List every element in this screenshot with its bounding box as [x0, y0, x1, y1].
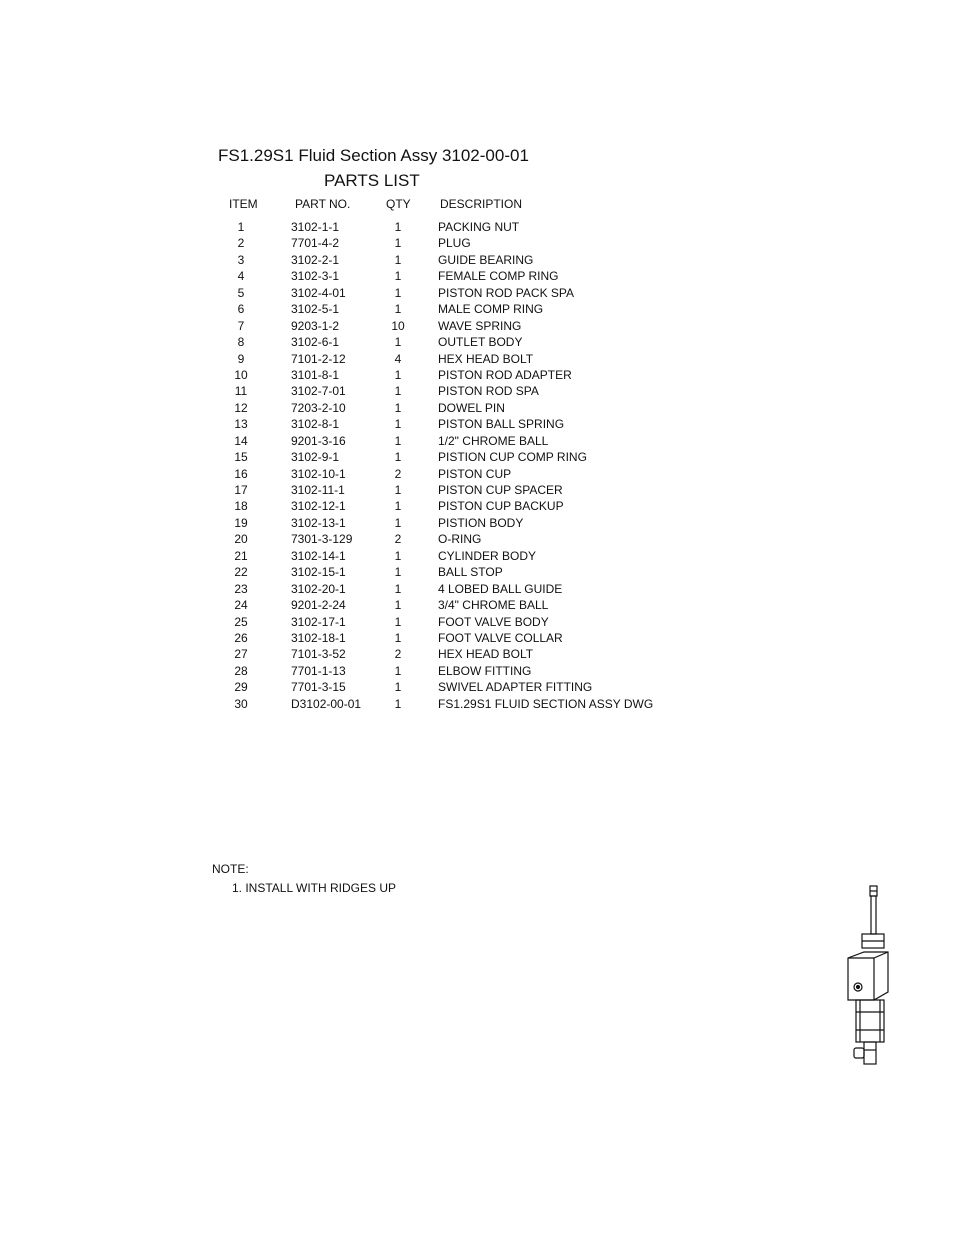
table-row — [0, 515, 720, 531]
qty-cell: 1 — [394, 384, 402, 399]
description-cell: PISTON ROD ADAPTER — [438, 367, 572, 382]
column-header-item: ITEM — [229, 197, 258, 211]
table-row — [0, 466, 720, 482]
item-cell: 7 — [237, 318, 245, 333]
part-no-cell: 3102-4-01 — [291, 285, 346, 300]
part-no-cell: 7701-1-13 — [291, 663, 346, 678]
qty-cell: 1 — [394, 483, 402, 497]
table-row — [0, 400, 720, 416]
qty-cell: 1 — [394, 400, 402, 415]
table-row — [0, 449, 720, 465]
description-cell: DOWEL PIN — [438, 400, 505, 415]
description-cell: O-RING — [438, 532, 482, 547]
table-row — [0, 416, 720, 432]
table-row — [0, 433, 720, 449]
qty-cell: 1 — [394, 220, 402, 234]
column-header-part-no: PART NO. — [295, 197, 351, 211]
description-cell: SWIVEL ADAPTER FITTING — [438, 680, 593, 695]
item-cell: 30 — [234, 696, 248, 711]
qty-cell: 1 — [394, 417, 402, 432]
item-cell: 13 — [234, 417, 248, 432]
qty-cell: 10 — [391, 318, 405, 333]
part-no-cell: 3102-2-1 — [291, 252, 340, 267]
qty-cell: 1 — [394, 269, 402, 284]
item-cell: 16 — [234, 466, 248, 481]
description-cell: PACKING NUT — [438, 220, 520, 234]
part-no-cell: 3102-11-1 — [291, 483, 345, 497]
qty-cell: 4 — [394, 351, 402, 366]
table-row — [0, 531, 720, 547]
table-row — [0, 581, 720, 597]
description-cell: PISTON CUP BACKUP — [438, 499, 564, 514]
part-no-cell: 3102-14-1 — [291, 548, 346, 563]
item-cell: 15 — [234, 450, 248, 465]
item-cell: 11 — [234, 384, 248, 399]
table-row — [0, 663, 720, 679]
description-cell: PISTION CUP COMP RING — [438, 450, 587, 465]
description-cell: PISTON CUP — [438, 466, 512, 481]
qty-cell: 1 — [394, 598, 402, 613]
qty-cell: 1 — [394, 614, 402, 629]
part-no-cell: D3102-00-01 — [291, 696, 362, 711]
qty-cell: 1 — [394, 335, 402, 350]
item-cell: 6 — [237, 302, 245, 317]
item-cell: 21 — [234, 548, 248, 563]
qty-cell: 1 — [394, 696, 402, 711]
description-cell: PISTON BALL SPRING — [438, 417, 565, 432]
item-cell: 19 — [234, 515, 248, 530]
qty-cell: 1 — [394, 252, 402, 267]
qty-cell: 1 — [394, 302, 402, 317]
table-row — [0, 285, 720, 301]
part-no-cell: 3102-9-1 — [291, 450, 340, 465]
parts-list-heading: PARTS LIST — [324, 171, 420, 190]
item-cell: 14 — [234, 433, 248, 448]
description-cell: PISTON ROD PACK SPA — [438, 285, 575, 300]
description-cell: 1/2" CHROME BALL — [438, 433, 549, 448]
part-no-cell: 3102-10-1 — [291, 466, 346, 481]
table-row — [0, 367, 720, 383]
part-no-cell: 3102-18-1 — [291, 630, 346, 645]
note-label: NOTE: — [212, 862, 249, 876]
part-no-cell: 3102-1-1 — [291, 220, 340, 234]
description-cell: GUIDE BEARING — [438, 252, 534, 267]
table-row — [0, 268, 720, 284]
qty-cell: 1 — [394, 285, 402, 300]
part-no-cell: 7301-3-129 — [291, 532, 353, 547]
table-row — [0, 482, 720, 498]
item-cell: 1 — [237, 220, 245, 234]
table-row — [0, 252, 720, 268]
table-row — [0, 597, 720, 613]
item-cell: 28 — [234, 663, 248, 678]
qty-cell: 1 — [394, 433, 402, 448]
item-cell: 23 — [234, 581, 248, 596]
description-cell: ELBOW FITTING — [438, 663, 532, 678]
description-cell: OUTLET BODY — [438, 335, 523, 350]
table-row — [0, 318, 720, 334]
part-no-cell: 3102-6-1 — [291, 335, 340, 350]
item-cell: 3 — [237, 252, 245, 267]
description-cell: HEX HEAD BOLT — [438, 351, 534, 366]
part-no-cell: 3102-20-1 — [291, 581, 346, 596]
table-row — [0, 235, 720, 251]
description-cell: CYLINDER BODY — [438, 548, 537, 563]
item-cell: 12 — [234, 400, 248, 415]
part-no-cell: 9201-3-16 — [291, 433, 346, 448]
document-title: FS1.29S1 Fluid Section Assy 3102-00-01 — [218, 146, 529, 165]
qty-cell: 2 — [394, 466, 402, 481]
part-no-cell: 9201-2-24 — [291, 598, 346, 613]
description-cell: FOOT VALVE BODY — [438, 614, 549, 629]
qty-cell: 1 — [394, 450, 402, 465]
qty-cell: 2 — [394, 532, 402, 547]
part-no-cell: 7203-2-10 — [291, 400, 346, 415]
qty-cell: 1 — [394, 499, 402, 514]
item-cell: 4 — [237, 269, 245, 284]
table-row — [0, 334, 720, 350]
table-row — [0, 614, 720, 630]
part-no-cell: 3102-12-1 — [291, 499, 346, 514]
description-cell: WAVE SPRING — [438, 318, 522, 333]
table-row — [0, 301, 720, 317]
table-row — [0, 498, 720, 514]
item-cell: 10 — [234, 367, 248, 382]
table-row — [0, 679, 720, 695]
qty-cell: 1 — [394, 581, 402, 596]
table-row — [0, 564, 720, 580]
part-no-cell: 3101-8-1 — [291, 367, 340, 382]
table-row — [0, 351, 720, 367]
qty-cell: 1 — [394, 630, 402, 645]
item-cell: 26 — [234, 630, 248, 645]
item-cell: 8 — [237, 335, 245, 350]
description-cell: FOOT VALVE COLLAR — [438, 630, 563, 645]
item-cell: 5 — [237, 285, 245, 300]
qty-cell: 1 — [394, 680, 402, 695]
description-cell: PISTON CUP SPACER — [438, 483, 563, 497]
description-cell: FS1.29S1 FLUID SECTION ASSY DWG — [438, 696, 654, 711]
description-cell: HEX HEAD BOLT — [438, 647, 534, 662]
item-cell: 20 — [234, 532, 248, 547]
part-no-cell: 7101-3-52 — [291, 647, 346, 662]
item-cell: 25 — [234, 614, 248, 629]
item-cell: 9 — [237, 351, 245, 366]
part-no-cell: 7101-2-12 — [291, 351, 346, 366]
note-item: 1. INSTALL WITH RIDGES UP — [232, 881, 397, 895]
qty-cell: 2 — [394, 647, 402, 662]
item-cell: 27 — [234, 647, 248, 662]
description-cell: 4 LOBED BALL GUIDE — [438, 581, 563, 596]
item-cell: 24 — [234, 598, 248, 613]
description-cell: BALL STOP — [438, 565, 503, 580]
part-no-cell: 3102-13-1 — [291, 515, 346, 530]
qty-cell: 1 — [394, 367, 402, 382]
table-row — [0, 630, 720, 646]
qty-cell: 1 — [394, 565, 402, 580]
table-row — [0, 383, 720, 399]
item-cell: 22 — [234, 565, 248, 580]
part-no-cell: 3102-7-01 — [291, 384, 346, 399]
description-cell: MALE COMP RING — [438, 302, 544, 317]
column-header-description: DESCRIPTION — [440, 197, 523, 211]
part-no-cell: 9203-1-2 — [291, 318, 340, 333]
part-no-cell: 7701-4-2 — [291, 236, 340, 251]
fluid-section-assembly-drawing-icon — [830, 882, 900, 1072]
description-cell: FEMALE COMP RING — [438, 269, 559, 284]
description-cell: PISTON ROD SPA — [438, 384, 539, 399]
description-cell: PISTION BODY — [438, 515, 524, 530]
part-no-cell: 3102-17-1 — [291, 614, 346, 629]
part-no-cell: 7701-3-15 — [291, 680, 346, 695]
qty-cell: 1 — [394, 515, 402, 530]
table-row — [0, 219, 720, 235]
description-cell: 3/4" CHROME BALL — [438, 598, 549, 613]
item-cell: 2 — [237, 236, 245, 251]
parts-table-body — [0, 219, 720, 712]
table-row — [0, 646, 720, 662]
table-row — [0, 548, 720, 564]
item-cell: 18 — [234, 499, 248, 514]
table-row — [0, 696, 720, 712]
part-no-cell: 3102-15-1 — [291, 565, 346, 580]
description-cell: PLUG — [438, 236, 471, 251]
qty-cell: 1 — [394, 663, 402, 678]
qty-cell: 1 — [394, 548, 402, 563]
qty-cell: 1 — [394, 236, 402, 251]
item-cell: 29 — [234, 680, 248, 695]
column-header-qty: QTY — [386, 197, 411, 211]
part-no-cell: 3102-8-1 — [291, 417, 340, 432]
item-cell: 17 — [234, 483, 248, 497]
part-no-cell: 3102-3-1 — [291, 269, 340, 284]
part-no-cell: 3102-5-1 — [291, 302, 340, 317]
